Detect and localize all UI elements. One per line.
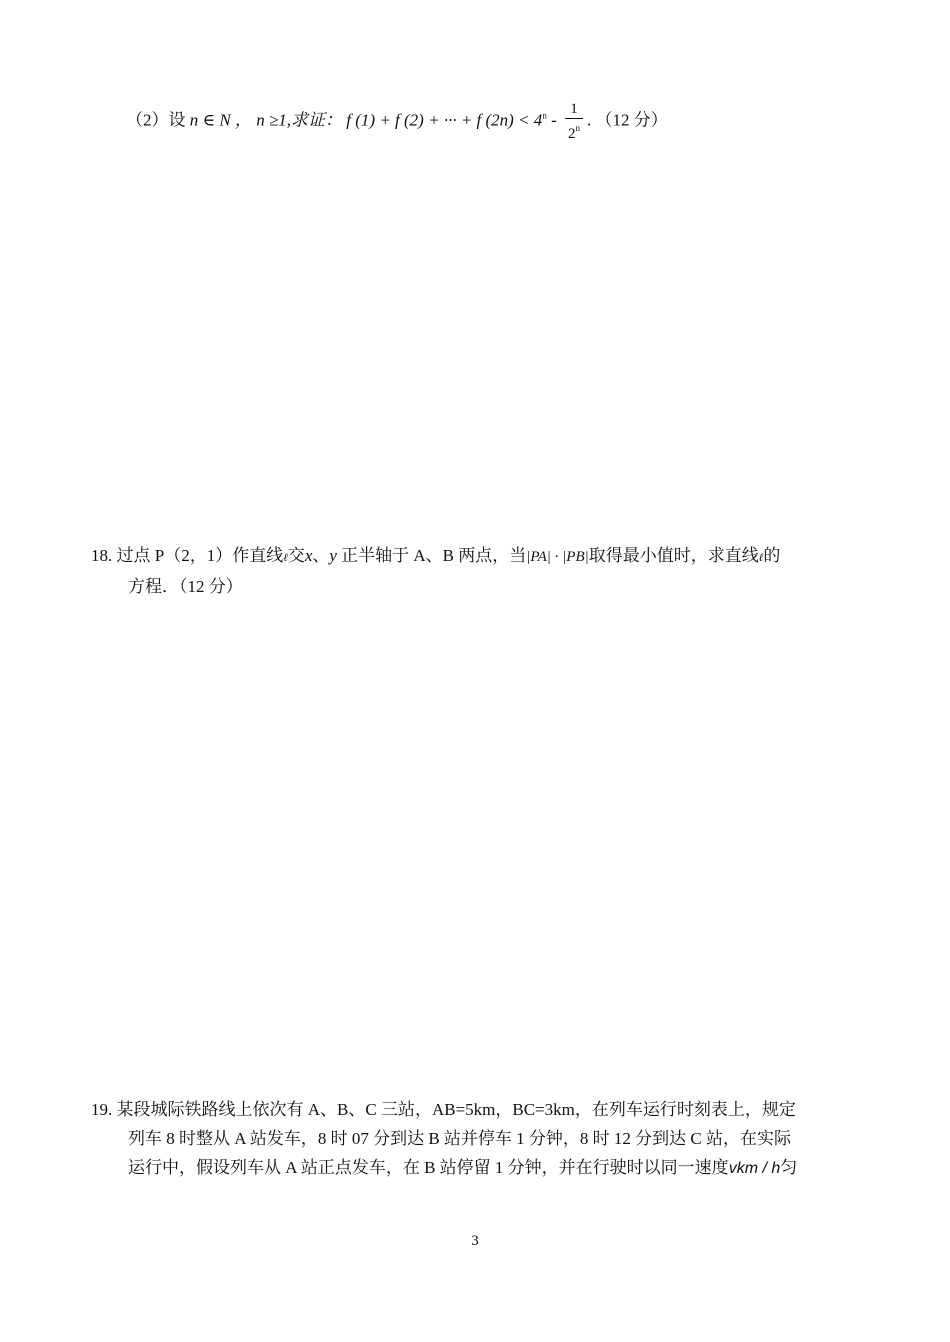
q17-exponent-n: n: [542, 110, 547, 121]
q18-pb: |PB|: [562, 549, 589, 565]
q17-condition: n ≥1,求证：: [251, 110, 343, 130]
q18-var-y: y: [329, 546, 337, 565]
q17-prefix: （2）设: [126, 110, 190, 130]
q19-line3-end: 匀: [780, 1158, 798, 1177]
page-number: 3: [471, 1233, 479, 1249]
q17-frac-numerator: 1: [570, 101, 578, 117]
q19-line3-text: 运行中，假设列车从 A 站正点发车，在 B 站停留 1 分钟，并在行驶时以同一速度: [128, 1158, 729, 1177]
q17-frac-denominator: 2$^n$: [565, 118, 583, 143]
q17-var-n: n: [189, 110, 199, 130]
q18-var-x: x: [304, 546, 313, 565]
q18-text-e: 的: [763, 546, 781, 565]
q17-fraction: [565, 100, 583, 143]
q17-in-N: ∈ N ，: [198, 110, 252, 130]
q18-ell-symbol-2: ℓ: [758, 552, 764, 564]
q18-line-1: [91, 544, 780, 570]
q17-tail: . （12 分）: [586, 110, 668, 130]
q19-line-1: 19. 某段城际铁路线上依次有 A、B、C 三站，AB=5km，BC=3km，在列车运行时刻表上，规定: [91, 1100, 796, 1119]
q18-text-d: 取得最小值时，求直线: [588, 546, 759, 565]
q18-sep: 、: [312, 546, 330, 565]
q18-text-b: 交: [287, 546, 305, 565]
q17-part2-line: [126, 100, 668, 143]
q18-dot: ·: [550, 549, 563, 565]
q18-ell-symbol: ℓ: [283, 552, 288, 564]
q18-pa: |PA|: [526, 549, 551, 565]
q17-sum-lhs: f (1) + f (2) + ··· + f (2n) < 4: [346, 110, 543, 130]
q19-line-3: [128, 1156, 797, 1181]
q17-minus: -: [546, 110, 561, 130]
q19-speed: vkm / h: [728, 1160, 781, 1177]
q18-text-a: 18. 过点 P（2，1）作直线: [91, 546, 284, 565]
q18-line-2: 方程．（12 分）: [128, 577, 243, 596]
q19-line-2: 列车 8 时整从 A 站发车，8 时 07 分到达 B 站并停车 1 分钟，8 时 12 分到达 C 站，在实际: [128, 1129, 792, 1148]
q18-text-c: 正半轴于 A、B 两点，当: [336, 546, 527, 565]
